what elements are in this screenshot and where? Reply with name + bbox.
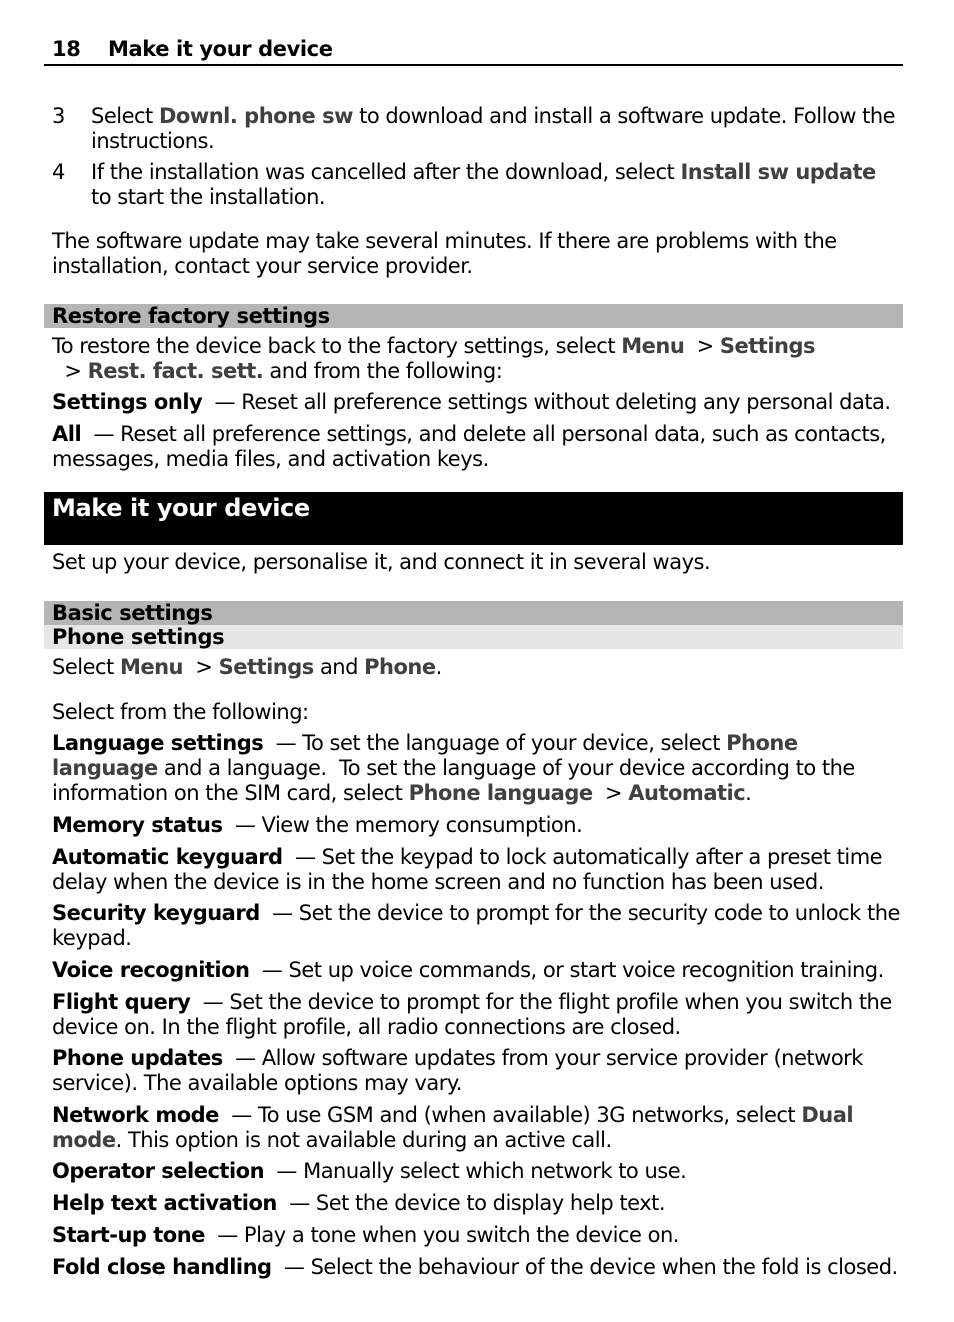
menu-option: Menu xyxy=(119,655,184,679)
definition-item: Language settings — To set the language of your device, select Phone language and a language. To set the language of your device according to the information on the SIM card, select Phone language > Automatic. xyxy=(52,731,862,805)
definition-item: Voice recognition — Set up voice commands, or start voice recognition training. xyxy=(52,958,884,982)
definition-item: Fold close handling — Select the behaviour of the device when the fold is closed. xyxy=(52,1255,898,1279)
definition-item: Phone updates — Allow software updates from your service provider (network service). The available options may vary. xyxy=(52,1046,870,1095)
definition-term: Phone updates xyxy=(52,1046,223,1070)
menu-option: Downl. phone sw xyxy=(158,104,353,128)
menu-option: Settings xyxy=(218,655,314,679)
definition-item: Automatic keyguard — Set the keypad to lock automatically after a preset time delay when the device is in the home screen and no function has been used. xyxy=(52,845,889,894)
step-number: 3 xyxy=(52,104,65,128)
definition-item: Security keyguard — Set the device to prompt for the security code to unlock the keypad. xyxy=(52,901,907,950)
definition-term: Memory status xyxy=(52,813,223,837)
definition-item: Network mode — To use GSM and (when available) 3G networks, select Dual mode. This option is not available during an active call. xyxy=(52,1103,854,1152)
restore-intro: To restore the device back to the factory settings, select Menu > Settings > Rest. fact. sett. and from the following: xyxy=(52,334,816,383)
menu-option: Phone language xyxy=(52,731,798,780)
section-heading: Restore factory settings xyxy=(44,304,903,328)
select-from-text: Select from the following: xyxy=(52,700,309,724)
definition-term: Network mode xyxy=(52,1103,219,1127)
chapter-heading: Make it your device xyxy=(44,492,903,545)
definition-item: Flight query — Set the device to prompt for the flight profile when you switch the device on. In the flight profile, all radio connections are closed. xyxy=(52,990,898,1039)
update-note: The software update may take several minutes. If there are problems with the installation, contact your service provider. xyxy=(52,229,837,278)
definition-term: Flight query xyxy=(52,990,191,1014)
definition-term: Automatic keyguard xyxy=(52,845,283,869)
definition-term: Operator selection xyxy=(52,1159,265,1183)
select-path: Select Menu > Settings and Phone. xyxy=(52,655,442,679)
page-header xyxy=(44,34,903,66)
definition-item: Memory status — View the memory consumption. xyxy=(52,813,583,837)
definition-item: Help text activation — Set the device to display help text. xyxy=(52,1191,666,1215)
menu-option: Automatic xyxy=(628,781,746,805)
menu-option: Dual mode xyxy=(52,1103,854,1152)
definition-term: Settings only xyxy=(52,390,203,414)
step-number: 4 xyxy=(52,160,65,184)
definition-term: Voice recognition xyxy=(52,958,250,982)
menu-option: Menu xyxy=(621,334,685,358)
definition-term: Security keyguard xyxy=(52,901,260,925)
definition-term: Start-up tone xyxy=(52,1223,205,1247)
menu-option: Settings xyxy=(719,334,816,358)
subsection-heading: Phone settings xyxy=(44,625,903,649)
section-heading: Basic settings xyxy=(44,601,903,625)
header-title: Make it your device xyxy=(108,37,333,61)
definition-item: All — Reset all preference settings, and delete all personal data, such as contacts, messages, media files, and activation keys. xyxy=(52,422,893,471)
menu-option: Phone xyxy=(364,655,436,679)
definition-term: Language settings xyxy=(52,731,264,755)
definition-item: Operator selection — Manually select which network to use. xyxy=(52,1159,687,1183)
definition-item: Start-up tone — Play a tone when you switch the device on. xyxy=(52,1223,679,1247)
definition-term: Help text activation xyxy=(52,1191,277,1215)
step-text: If the installation was cancelled after the download, select Install sw update to start the installation. xyxy=(91,160,876,209)
definition-term: Fold close handling xyxy=(52,1255,272,1279)
menu-option: Install sw update xyxy=(680,160,876,184)
definition-term: All xyxy=(52,422,82,446)
definition-item: Settings only — Reset all preference settings without deleting any personal data. xyxy=(52,390,891,414)
chapter-intro: Set up your device, personalise it, and connect it in several ways. xyxy=(52,550,711,574)
page-number: 18 xyxy=(52,37,81,61)
menu-option: Rest. fact. sett. xyxy=(87,359,264,383)
step-text: Select Downl. phone sw to download and install a software update. Follow the instructions. xyxy=(91,104,896,153)
menu-option: Phone language xyxy=(408,781,593,805)
